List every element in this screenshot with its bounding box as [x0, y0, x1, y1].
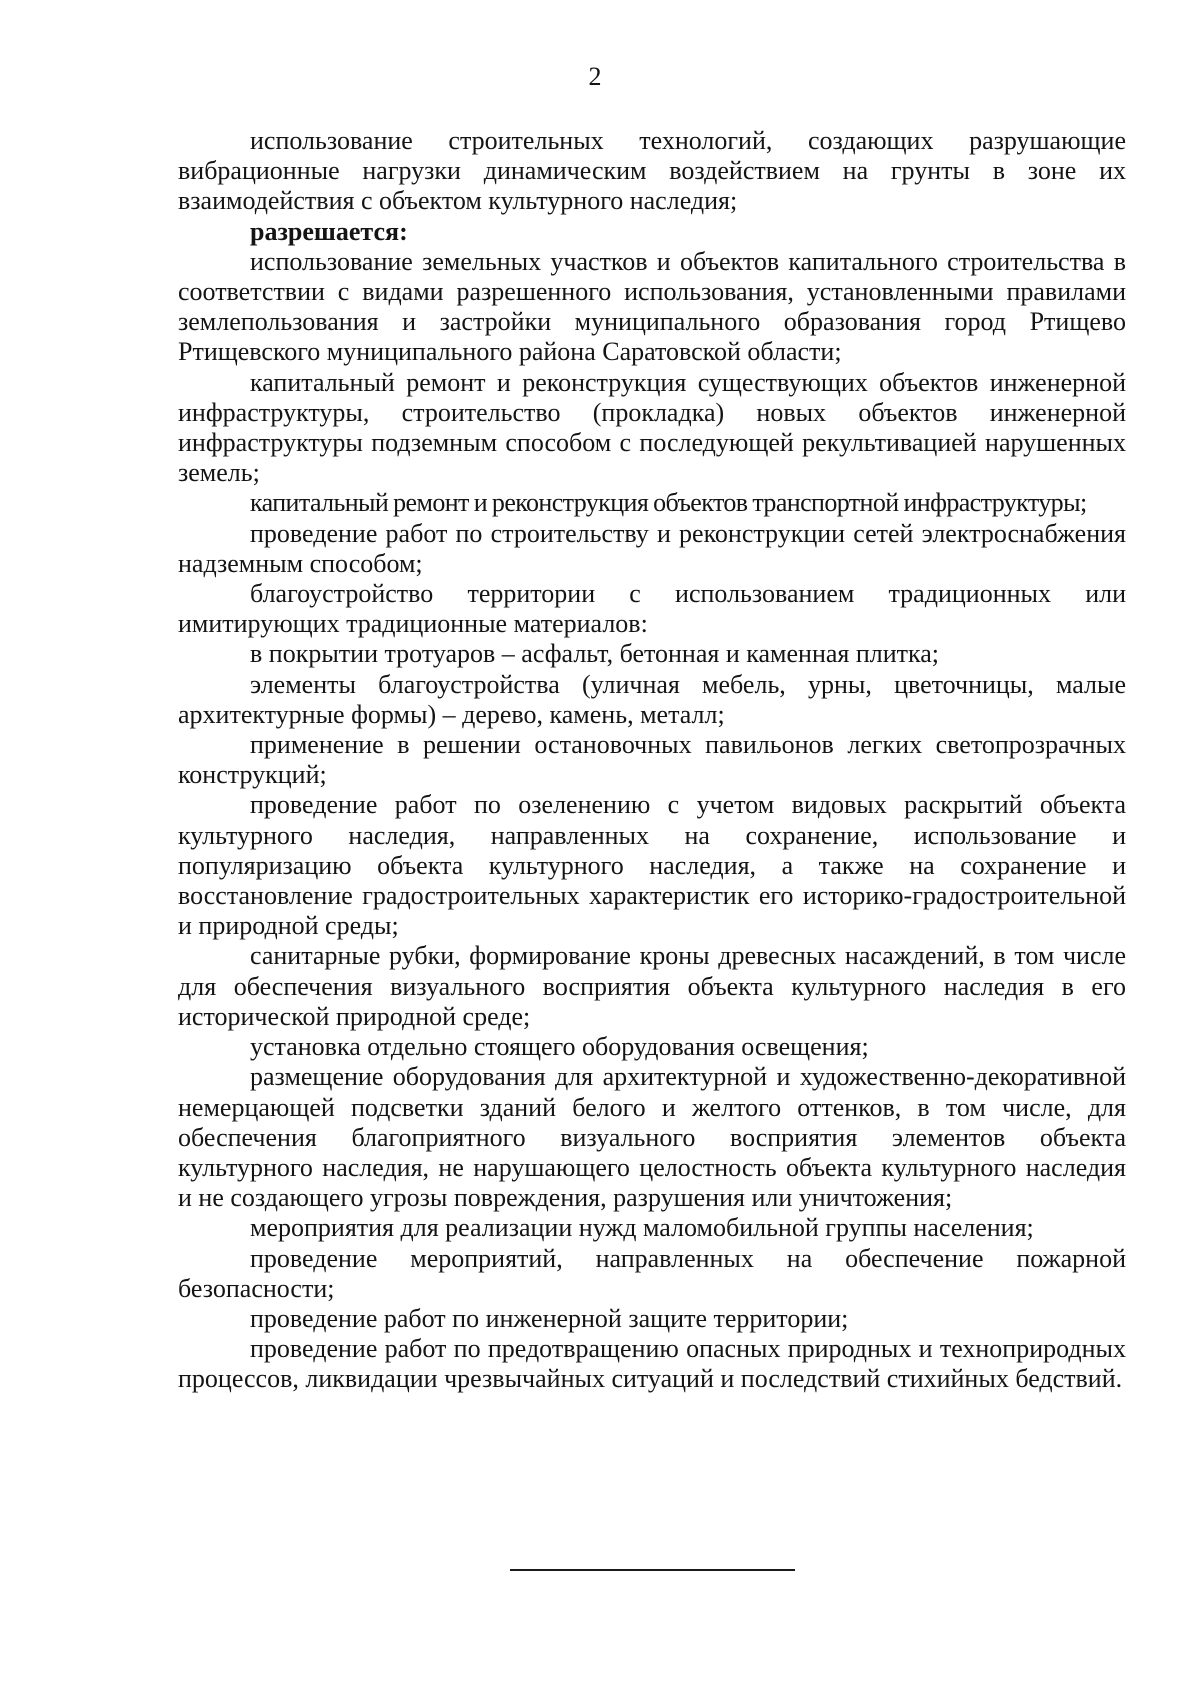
paragraph-architectural-lighting: размещение оборудования для архитектурной и художественно-декоративной немерцающей подсветки зданий белого и желтого оттенков, в том числе, для обеспечения благоприятного визуального восприятия элементов объекта культурного наследия, не нарушающего целостность объекта культурного наследия и не создающего угрозы повреждения, разрушения или уничтожения; — [178, 1062, 1126, 1213]
paragraph-fire-safety: проведение мероприятий, направленных на обеспечение пожарной безопасности; — [178, 1243, 1126, 1303]
document-body — [178, 126, 1126, 1395]
section-heading-permitted: разрешается: — [250, 216, 408, 246]
paragraph-sanitary-felling: санитарные рубки, формирование кроны древесных насаждений, в том числе для обеспечения визуального восприятия объекта культурного наследия в его исторической природной среде; — [178, 941, 1126, 1031]
paragraph-greening: проведение работ по озеленению с учетом видовых раскрытий объекта культурного наследия, направленных на сохранение, использование и популяризацию объекта культурного наследия, а также на сохранение и восстановление градостроительных характеристик его историко-градостроительной и природной среды; — [178, 790, 1126, 941]
paragraph-hazard-prevention: проведение работ по предотвращению опасных природных и техноприродных процессов, ликвидации чрезвычайных ситуаций и последствий стихийных бедствий. — [178, 1334, 1126, 1394]
paragraph-bus-shelters: применение в решении остановочных павильонов легких светопрозрачных конструкций; — [178, 730, 1126, 790]
paragraph-lighting-equipment: установка отдельно стоящего оборудования освещения; — [250, 1032, 869, 1062]
paragraph-construction-technologies: использование строительных технологий, создающих разрушающие вибрационные нагрузки динамическим воздействием на грунты в зоне их взаимодействия с объектом культурного наследия; — [178, 126, 1126, 216]
paragraph-land-use: использование земельных участков и объектов капитального строительства в соответствии с видами разрешенного использования, установленными правилами землепользования и застройки муниципального образования город Ртищево Ртищевского муниципального района Саратовской области; — [178, 246, 1126, 367]
paragraph-sidewalk-paving: в покрытии тротуаров – асфальт, бетонная и каменная плитка; — [250, 639, 940, 669]
page-number: 2 — [588, 62, 602, 91]
paragraph-street-furniture: элементы благоустройства (уличная мебель, урны, цветочницы, малые архитектурные формы) – дерево, камень, металл; — [178, 669, 1126, 729]
paragraph-engineering-infrastructure: капитальный ремонт и реконструкция существующих объектов инженерной инфраструктуры, строительство (прокладка) новых объектов инженерной инфраструктуры подземным способом с последующей рекультивацией нарушенных земель; — [178, 367, 1126, 488]
paragraph-power-networks: проведение работ по строительству и реконструкции сетей электроснабжения надземным способом; — [178, 518, 1126, 578]
paragraph-landscaping-materials: благоустройство территории с использованием традиционных или имитирующих традиционные материалов: — [178, 579, 1126, 639]
paragraph-engineering-protection: проведение работ по инженерной защите территории; — [250, 1303, 849, 1333]
closing-horizontal-rule — [510, 1569, 795, 1571]
paragraph-transport-infrastructure: капитальный ремонт и реконструкция объектов транспортной инфраструктуры; — [250, 488, 1087, 518]
paragraph-limited-mobility: мероприятия для реализации нужд маломобильной группы населения; — [250, 1213, 1034, 1243]
